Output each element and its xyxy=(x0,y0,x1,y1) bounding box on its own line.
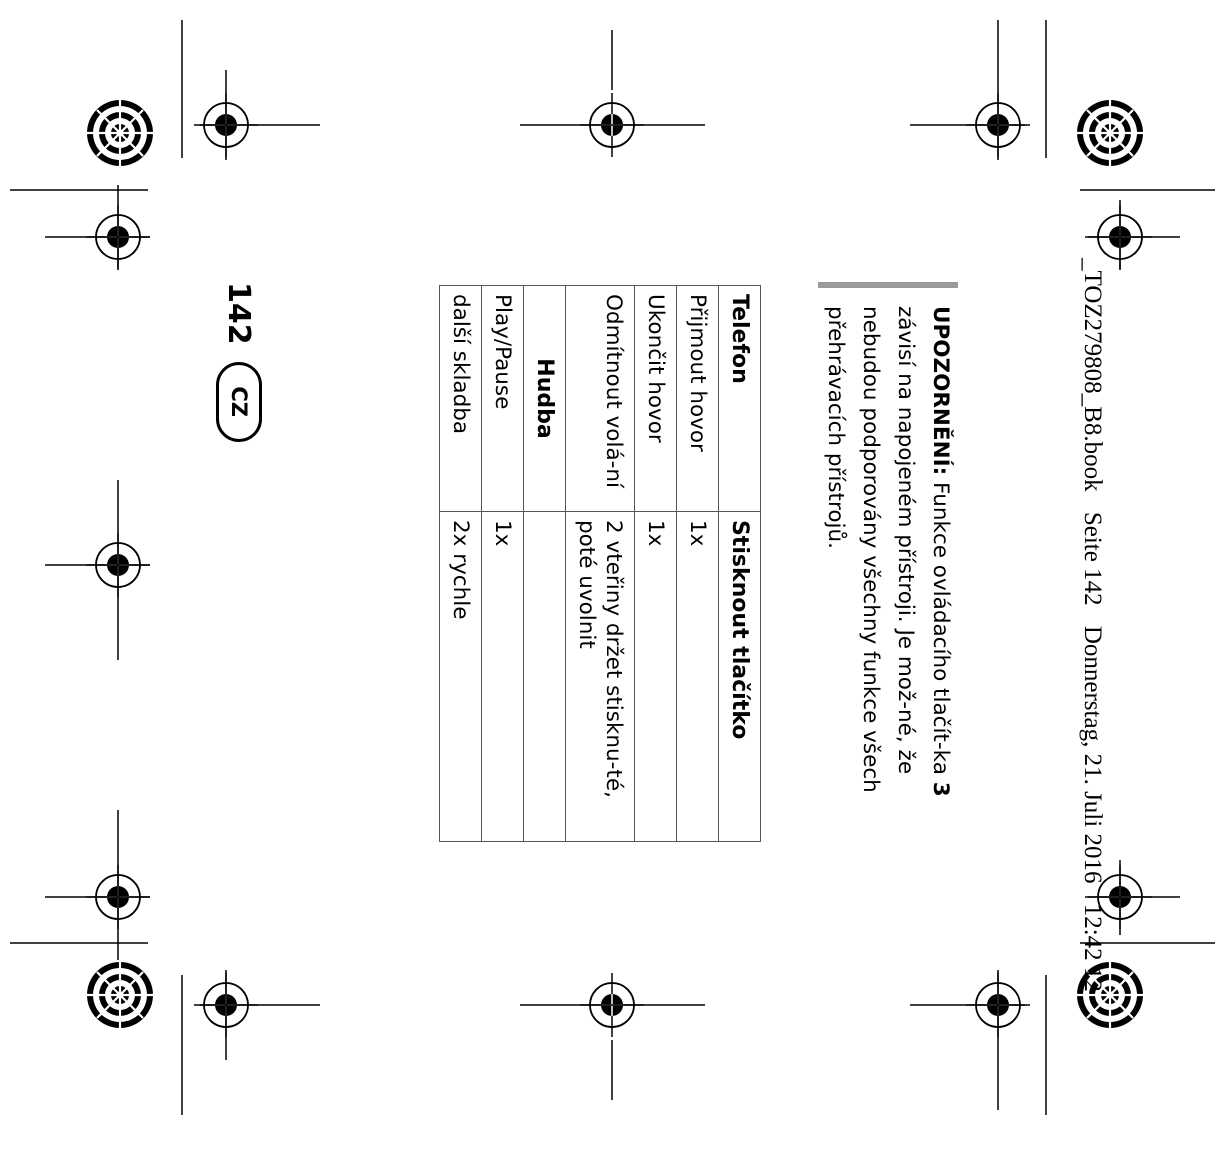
control-table xyxy=(439,285,761,842)
section-empty-cell xyxy=(524,512,566,842)
row-action: Odmítnout volá-ní xyxy=(566,286,635,512)
table-header-row xyxy=(719,286,761,842)
table-row xyxy=(482,286,524,842)
table-section-row xyxy=(524,286,566,842)
section-title-hudba: Hudba xyxy=(524,286,566,512)
row-action: Play/Pause xyxy=(482,286,524,512)
row-action: další skladba xyxy=(440,286,482,512)
note-label: UPOZORNĚNÍ: xyxy=(928,306,953,476)
slug-datum: Donnerstag, 21. Juli 2016 xyxy=(1079,625,1106,884)
row-press: 1x xyxy=(677,512,719,842)
page-number: 142 xyxy=(221,282,257,345)
note-text-a: Funkce ovládacího tlačít-ka xyxy=(928,475,953,782)
row-action: Přijmout hovor xyxy=(677,286,719,512)
table-row xyxy=(677,286,719,842)
slug-line xyxy=(1068,258,1108,1158)
column-header-press: Stisknout tlačítko xyxy=(719,512,761,842)
slug-filename: _TOZ279808_B8.book xyxy=(1079,258,1106,492)
row-press: 2x rychle xyxy=(440,512,482,842)
section-title-telefon: Telefon xyxy=(719,286,761,512)
table-row xyxy=(566,286,635,842)
table-row xyxy=(635,286,677,842)
note-button-number: 3 xyxy=(928,781,953,797)
row-action: Ukončit hovor xyxy=(635,286,677,512)
page-footer xyxy=(212,282,262,582)
slug-zeit: 12:42 12 xyxy=(1079,903,1106,992)
note-text xyxy=(818,282,958,838)
row-press: 1x xyxy=(482,512,524,842)
row-press: 1x xyxy=(635,512,677,842)
row-press: 2 vteřiny držet stisknu-té, poté uvolnit xyxy=(566,512,635,842)
note-block xyxy=(808,282,958,838)
note-text-b: závisí na napojeném přístroji. Je mož-né, že nebudou podporovány všechny funkce všech přehrávacích přístrojů. xyxy=(823,306,918,793)
table-row xyxy=(440,286,482,842)
country-badge: CZ xyxy=(216,362,262,442)
slug-seite: Seite 142 xyxy=(1079,511,1106,606)
control-table-block xyxy=(311,285,761,841)
